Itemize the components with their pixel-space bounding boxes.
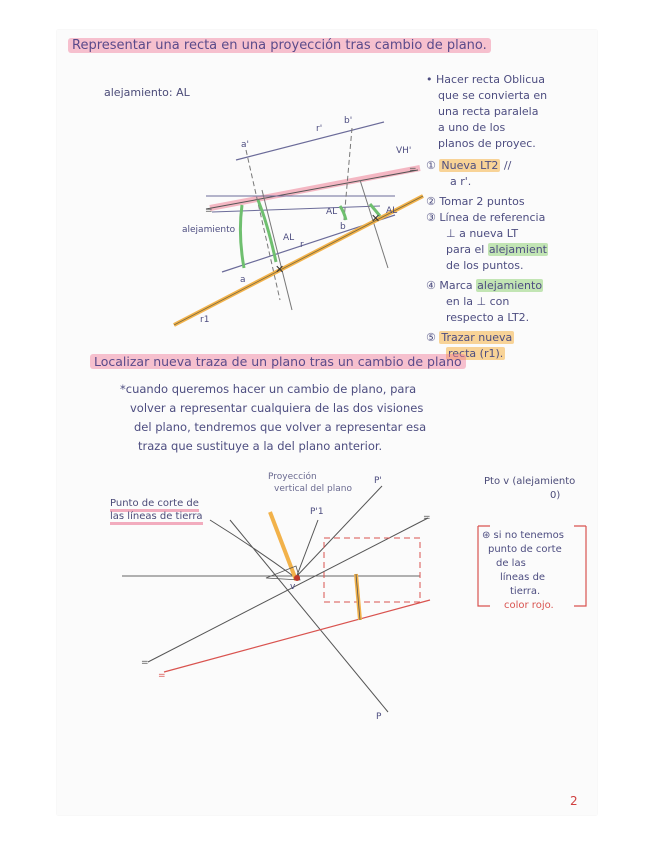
note-intro-4: planos de proyec.: [438, 137, 536, 150]
label-al-1: AL: [326, 207, 338, 217]
note-step-1-line2: a r'.: [450, 175, 472, 188]
label-punto-corte-1: Punto de corte de: [110, 498, 199, 512]
paragraph-line-3: traza que sustituye a la del plano anterior.: [138, 439, 383, 453]
label-punto-corte-2: las líneas de tierra: [110, 511, 203, 525]
step-1-rest: //: [503, 159, 512, 172]
v-point: [294, 575, 300, 581]
note-step-3-l2: ⊥ a nueva LT: [446, 227, 519, 240]
tick-lt-left: =: [205, 206, 213, 216]
mark-b: ✕: [371, 212, 381, 225]
redbox-line-1: punto de corte: [488, 544, 562, 555]
label-a: a: [240, 275, 246, 285]
title-2-text: Localizar nueva traza de un plano tras un cambio de plano: [90, 354, 466, 369]
red-line: [164, 600, 430, 672]
r-prime-line: [236, 122, 384, 160]
lt-line: [206, 170, 418, 209]
label-proyeccion-1: Proyección: [268, 472, 317, 482]
note-step-3-l1: ③ Línea de referencia: [426, 211, 546, 224]
redbox-line-5: color rojo.: [504, 600, 554, 611]
title-1-text: Representar una recta en una proyección tras cambio de plano.: [68, 38, 491, 53]
ref-line-b: [344, 128, 352, 220]
redbox-line-4: tierra.: [510, 586, 541, 597]
note-step-3-l3: [426, 242, 548, 258]
step-3-highlight: alejamient: [488, 243, 547, 256]
label-r: r: [300, 240, 304, 250]
tick-lt2: =: [423, 513, 431, 523]
paragraph-line-1: volver a representar cualquiera de las dos visiones: [130, 401, 424, 415]
paragraph: [120, 380, 426, 456]
note-step-4-l2: en la ⊥ con: [446, 295, 510, 308]
title-section-1: [68, 38, 491, 53]
redbox-line-2: de las: [496, 558, 526, 569]
redbox-line-3: líneas de: [500, 572, 546, 583]
note-step-5-l1: [426, 330, 548, 346]
label-alejamiento-diagram: alejamiento: [182, 225, 236, 235]
step-3-l3a: para el: [446, 243, 488, 256]
label-b: b: [340, 222, 346, 232]
label-al-2: AL: [283, 233, 295, 243]
tick-lt-right: =: [409, 165, 417, 175]
note-intro-3: a uno de los: [438, 121, 506, 134]
red-dashed-rect: [324, 538, 420, 602]
step-1-num: ①: [426, 159, 436, 172]
tick-red: =: [158, 671, 166, 681]
step-4-l1a: ④ Marca: [426, 279, 477, 292]
alejamiento-label: alejamiento: AL: [104, 86, 190, 99]
red-bracket-right: [574, 526, 586, 606]
red-box-note: [482, 529, 564, 613]
label-vh-prime: VH': [396, 146, 412, 156]
label-al-3: AL: [386, 206, 398, 216]
step-4-highlight: alejamiento: [477, 279, 543, 292]
mark-a: ✕: [275, 263, 285, 276]
label-p1-prime: P'1: [310, 507, 324, 517]
page-number: 2: [570, 794, 578, 808]
label-p-prime: P': [374, 476, 382, 486]
note-step-3-l4: de los puntos.: [446, 259, 524, 272]
step-1-highlight: Nueva LT2: [441, 159, 499, 172]
p1-prime-line: [296, 520, 318, 578]
label-proyeccion-2: vertical del plano: [274, 484, 352, 494]
step-5-l1-text: Trazar nueva: [441, 331, 513, 344]
step-5-num: ⑤: [426, 331, 436, 344]
small-line: [212, 206, 380, 212]
paragraph-line-2: del plano, tendremos que volver a representar esa: [134, 420, 427, 434]
label-b-prime: b': [344, 116, 353, 126]
label-p: P: [376, 712, 382, 722]
note-intro-1: que se convierta en: [438, 89, 548, 102]
orange-bar-1: [270, 512, 296, 580]
paragraph-line-0: *cuando queremos hacer un cambio de plano, para: [120, 382, 417, 396]
note-intro-0: • Hacer recta Oblicua: [426, 73, 545, 86]
label-a-prime: a': [241, 140, 249, 150]
label-r-prime: r': [316, 124, 323, 134]
note-step-2: ② Tomar 2 puntos: [426, 195, 525, 208]
redbox-line-0: ⊛ si no tenemos: [482, 530, 564, 541]
label-v: v: [290, 582, 296, 592]
tick-left-lt: =: [141, 658, 149, 668]
label-ptov-2: 0): [550, 490, 561, 501]
note-step-4-l3: respecto a LT2.: [446, 311, 530, 324]
note-step-1: [426, 158, 548, 174]
notes-section-1: [426, 72, 548, 362]
step-5-l2-text: recta (r1).: [448, 347, 504, 360]
title-section-2: [90, 354, 466, 369]
label-ptov-1: Pto v (alejamiento: [484, 476, 576, 487]
note-intro-2: una recta paralela: [438, 105, 539, 118]
al-green-2: [240, 205, 244, 268]
note-step-4-l1: [426, 278, 548, 294]
label-r1: r1: [200, 315, 210, 325]
